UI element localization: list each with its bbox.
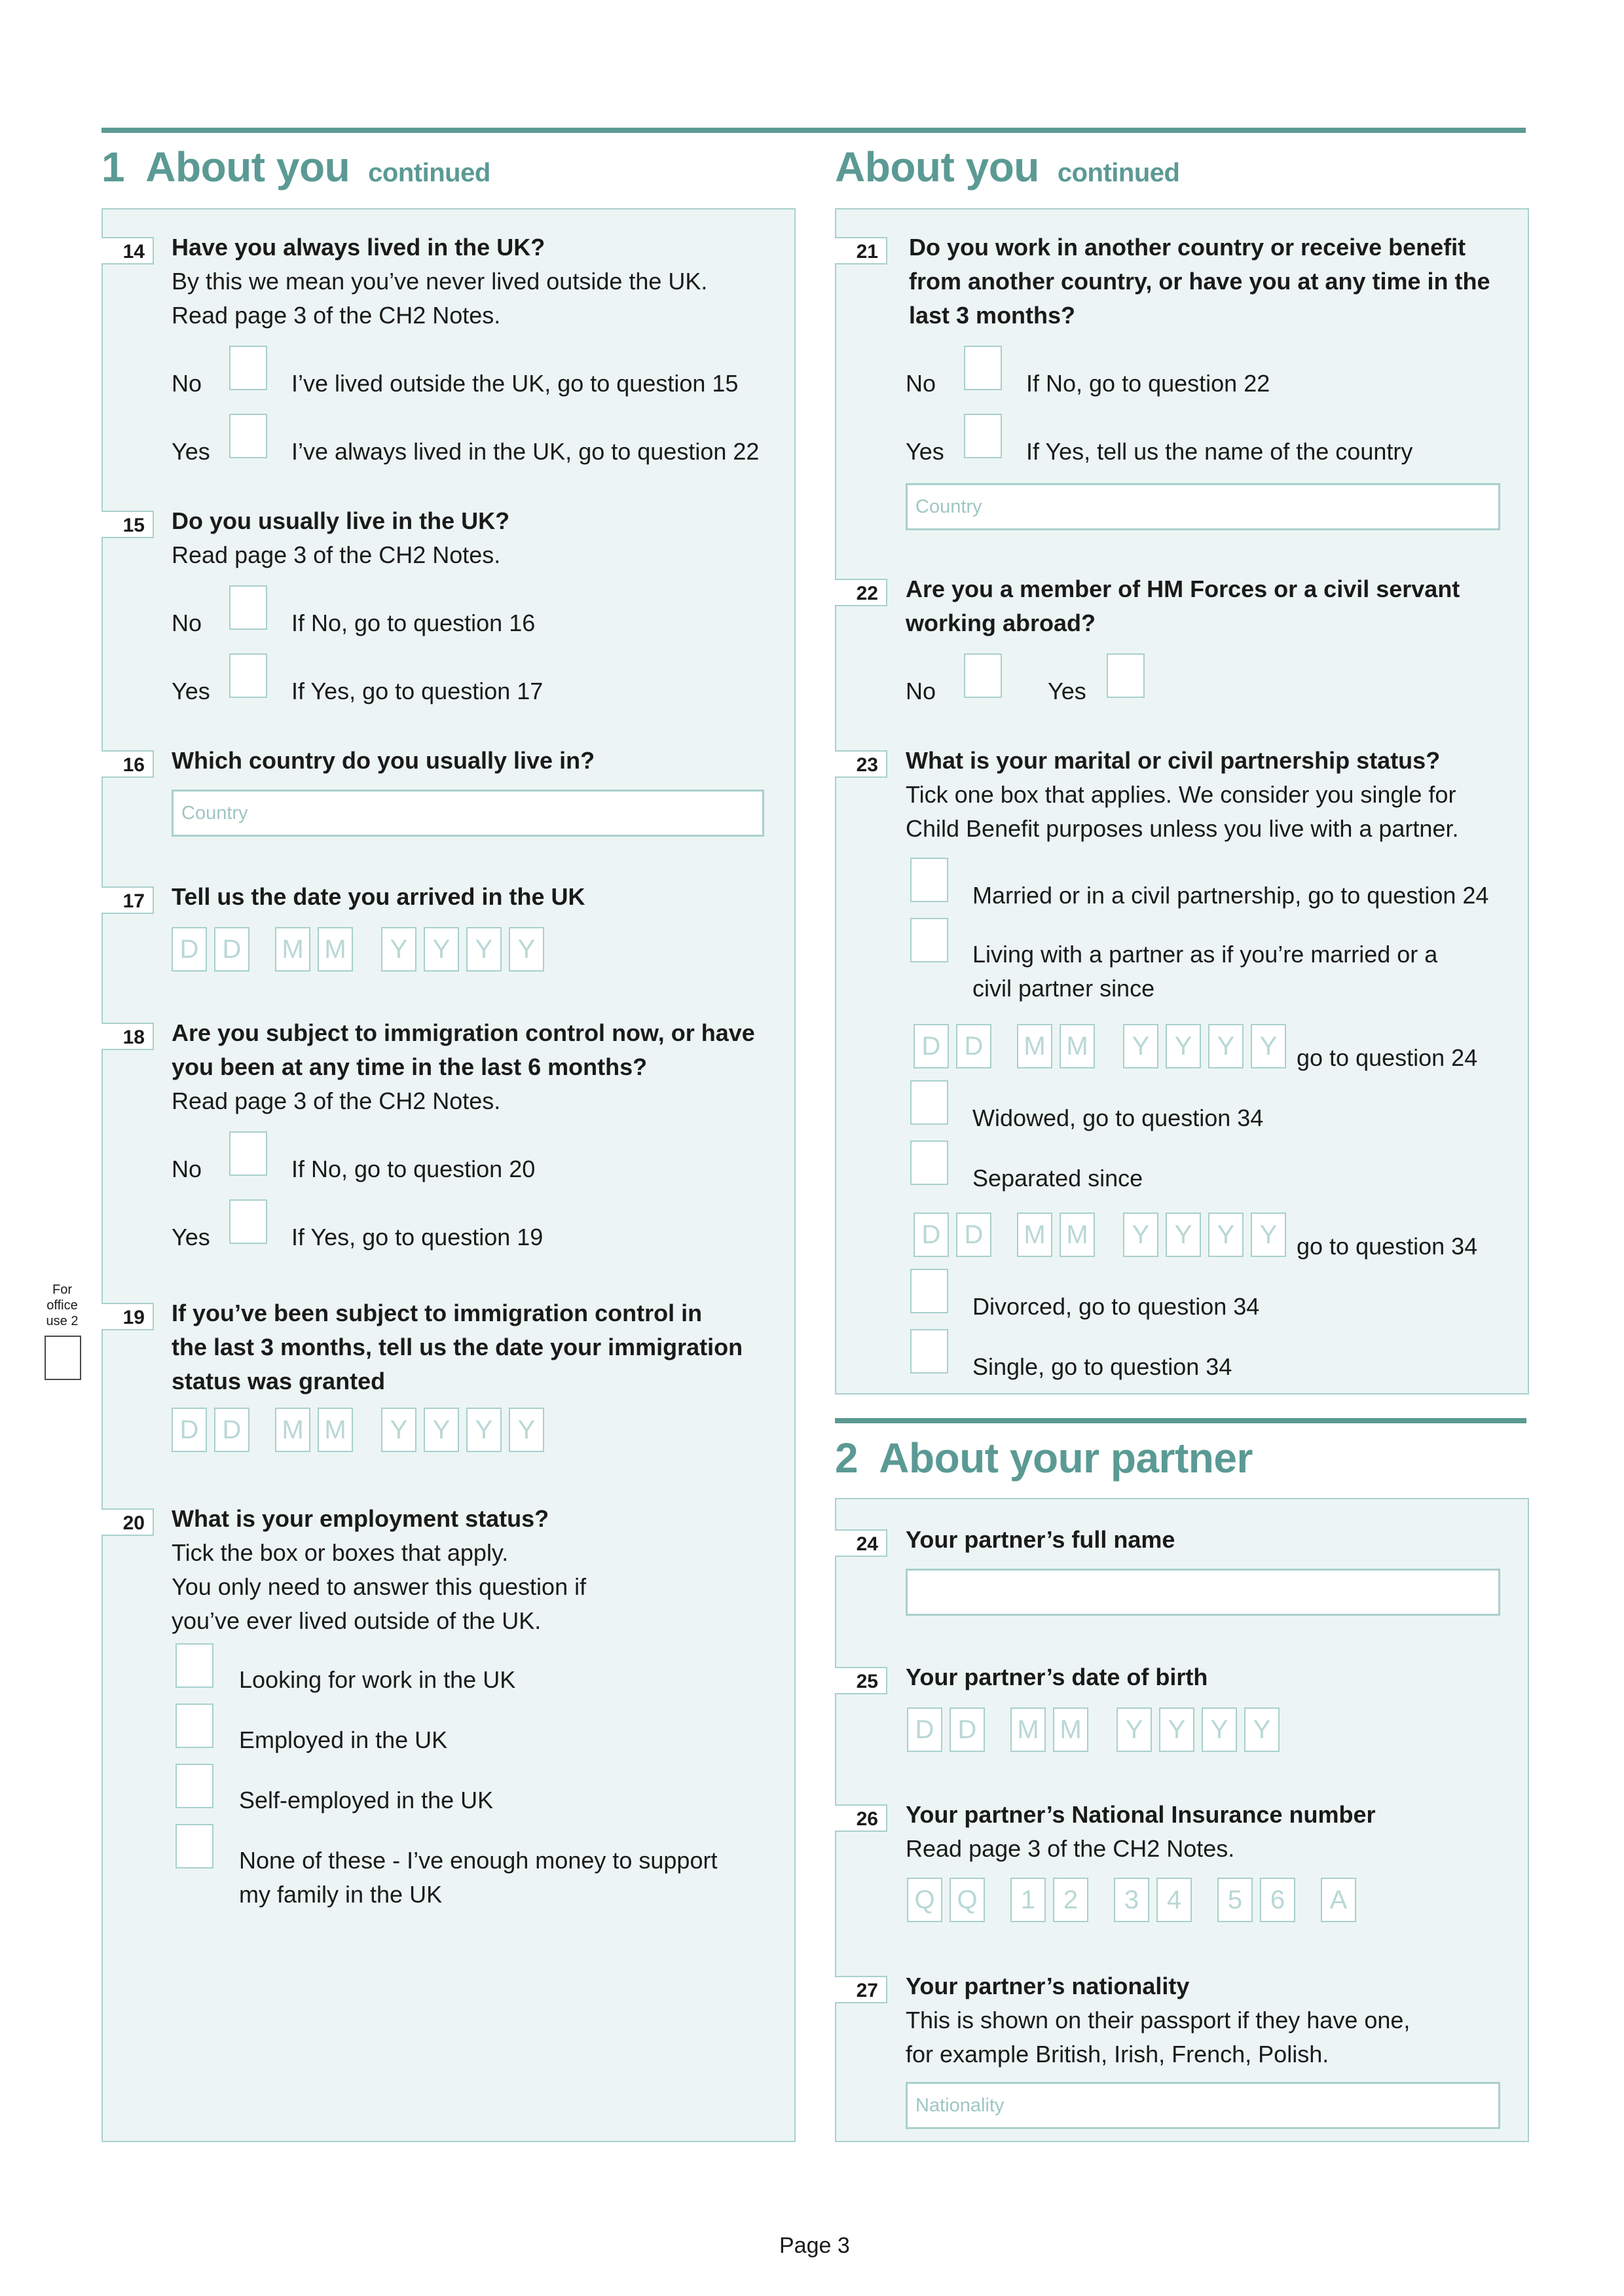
date-digit-box[interactable]: Y: [1123, 1024, 1158, 1068]
q27-title: Your partner’s nationality: [906, 1973, 1190, 1999]
q23-divorced-checkbox[interactable]: [910, 1269, 948, 1313]
ni-char-box[interactable]: 4: [1156, 1878, 1192, 1922]
date-digit-box[interactable]: Y: [381, 1408, 416, 1452]
q15-no-checkbox[interactable]: [229, 585, 267, 630]
q19-title2: the last 3 months, tell us the date your immigration: [172, 1334, 743, 1360]
office-use-box[interactable]: [45, 1336, 81, 1380]
q20-option-checkbox[interactable]: [175, 1824, 213, 1868]
date-digit-box[interactable]: D: [913, 1212, 949, 1257]
date-digit-box[interactable]: M: [1017, 1212, 1052, 1257]
q15-text: [172, 504, 509, 572]
q23-text: [906, 744, 1458, 846]
question-number: 21: [835, 237, 887, 264]
q15-no-text: If No, go to question 16: [291, 610, 536, 636]
q22-no-label: No: [906, 678, 936, 704]
date-digit-box[interactable]: Y: [466, 1408, 502, 1452]
q23-widowed-label: Widowed, go to question 34: [972, 1104, 1264, 1131]
date-digit-box[interactable]: D: [172, 1408, 207, 1452]
question-number: 14: [101, 237, 154, 264]
partner-section-title: [835, 1434, 1253, 1482]
date-digit-box[interactable]: Y: [1159, 1707, 1194, 1752]
date-digit-box[interactable]: Y: [1116, 1707, 1152, 1752]
date-digit-box[interactable]: Y: [1208, 1024, 1244, 1068]
ni-char-box[interactable]: 1: [1010, 1878, 1046, 1922]
date-digit-box[interactable]: D: [214, 927, 249, 972]
date-digit-box[interactable]: D: [214, 1408, 249, 1452]
date-digit-box[interactable]: Y: [509, 927, 544, 972]
q17-title: Tell us the date you arrived in the UK: [172, 883, 585, 910]
q21-title3: last 3 months?: [909, 302, 1076, 329]
ni-char-box[interactable]: 3: [1114, 1878, 1149, 1922]
question-number: 27: [835, 1976, 887, 2003]
q15-no-label: No: [172, 610, 202, 636]
q26-text: [906, 1798, 1376, 1866]
q26-line1: Read page 3 of the CH2 Notes.: [906, 1835, 1235, 1862]
q20-option-checkbox[interactable]: [175, 1764, 213, 1808]
q23-living-label-line2: civil partner since: [972, 975, 1155, 1002]
q20-option-checkbox[interactable]: [175, 1643, 213, 1688]
office-use-label: [39, 1282, 85, 1329]
q26-title: Your partner’s National Insurance number: [906, 1801, 1376, 1828]
q25-title: Your partner’s date of birth: [906, 1664, 1208, 1690]
left-header-rule: [101, 128, 1526, 133]
q19-title3: status was granted: [172, 1368, 386, 1394]
q23-married-checkbox[interactable]: [910, 858, 948, 902]
q18-title2: you been at any time in the last 6 months?: [172, 1053, 648, 1080]
q18-title1: Are you subject to immigration control now, or have: [172, 1019, 755, 1046]
q22-no-checkbox[interactable]: [964, 653, 1002, 698]
question-number: 25: [835, 1667, 887, 1694]
ni-char-box[interactable]: Q: [950, 1878, 985, 1922]
continued-label: continued: [1057, 158, 1180, 187]
date-digit-box[interactable]: Y: [1244, 1707, 1280, 1752]
q18-yes-text: If Yes, go to question 19: [291, 1224, 544, 1250]
date-digit-box[interactable]: Y: [424, 1408, 459, 1452]
q23-married-label: Married or in a civil partnership, go to question 24: [972, 882, 1489, 909]
q20-option-label: Looking for work in the UK: [239, 1666, 516, 1693]
q27-text: [906, 1969, 1410, 2071]
q20-option-label-line2: my family in the UK: [239, 1881, 443, 1908]
continued-label: continued: [368, 158, 490, 187]
q14-yes-checkbox[interactable]: [229, 414, 267, 458]
q23-separated-label: Separated since: [972, 1165, 1143, 1192]
q14-yes-text: I’ve always lived in the UK, go to question 22: [291, 438, 760, 465]
date-digit-box[interactable]: M: [318, 927, 353, 972]
q15-title: Do you usually live in the UK?: [172, 507, 510, 534]
q14-text: [172, 230, 707, 333]
question-number: 20: [101, 1508, 154, 1536]
date-digit-box[interactable]: M: [1017, 1024, 1052, 1068]
date-digit-box[interactable]: Y: [1166, 1024, 1201, 1068]
q21-text: [909, 230, 1490, 333]
office-line2: office: [46, 1298, 78, 1313]
ni-char-box[interactable]: 5: [1217, 1878, 1253, 1922]
q15-yes-label: Yes: [172, 678, 210, 704]
partner-header-rule: [835, 1418, 1526, 1423]
question-number: 19: [101, 1303, 154, 1330]
date-digit-box[interactable]: D: [913, 1024, 949, 1068]
q22-yes-checkbox[interactable]: [1107, 653, 1145, 698]
q20-line3: you’ve ever lived outside of the UK.: [172, 1607, 542, 1634]
q23-line2: Child Benefit purposes unless you live with a partner.: [906, 815, 1459, 842]
date-digit-box[interactable]: M: [275, 927, 310, 972]
q23-goto34: go to question 34: [1297, 1233, 1478, 1260]
q27-line2: for example British, Irish, French, Polish.: [906, 2041, 1329, 2068]
q15-yes-checkbox[interactable]: [229, 653, 267, 698]
q22-title1: Are you a member of HM Forces or a civil servant: [906, 575, 1460, 602]
question-number: 22: [835, 579, 887, 606]
q23-living-checkbox[interactable]: [910, 918, 948, 962]
q23-living-label: Living with a partner as if you’re married or a: [972, 941, 1438, 968]
question-number: 23: [835, 750, 887, 778]
q22-title2: working abroad?: [906, 610, 1096, 636]
q23-widowed-checkbox[interactable]: [910, 1080, 948, 1125]
date-digit-box[interactable]: Y: [1166, 1212, 1201, 1257]
section-number: 2: [835, 1434, 858, 1482]
date-digit-box[interactable]: Y: [1202, 1707, 1237, 1752]
date-digit-box[interactable]: M: [1060, 1024, 1095, 1068]
q23-title: What is your marital or civil partnership status?: [906, 747, 1441, 774]
q18-yes-checkbox[interactable]: [229, 1199, 267, 1244]
date-digit-box[interactable]: M: [1060, 1212, 1095, 1257]
q14-no-checkbox[interactable]: [229, 346, 267, 390]
q14-yes-label: Yes: [172, 438, 210, 465]
q20-title: What is your employment status?: [172, 1505, 549, 1532]
section-number: 1: [101, 143, 125, 191]
q23-single-label: Single, go to question 34: [972, 1353, 1232, 1380]
q27-nationality-input[interactable]: Nationality: [906, 2082, 1500, 2129]
date-digit-box[interactable]: Y: [424, 927, 459, 972]
q14-no-label: No: [172, 370, 202, 397]
section-heading: About you: [835, 143, 1039, 191]
q18-text: [172, 1016, 755, 1118]
question-number: 15: [101, 511, 154, 538]
q18-no-text: If No, go to question 20: [291, 1156, 536, 1182]
q23-separated-checkbox[interactable]: [910, 1140, 948, 1185]
q24-title: Your partner’s full name: [906, 1526, 1175, 1553]
date-digit-box[interactable]: D: [956, 1212, 991, 1257]
q20-option-label: Self-employed in the UK: [239, 1787, 494, 1813]
q20-line1: Tick the box or boxes that apply.: [172, 1539, 509, 1566]
date-digit-box[interactable]: D: [907, 1707, 942, 1752]
ni-char-box[interactable]: 6: [1260, 1878, 1295, 1922]
q16-title: Which country do you usually live in?: [172, 747, 595, 774]
q20-option-checkbox[interactable]: [175, 1704, 213, 1748]
q21-title2: from another country, or have you at any time in the: [909, 268, 1490, 295]
section-heading: About your partner: [879, 1434, 1253, 1482]
office-line3: use 2: [46, 1314, 79, 1328]
q20-option-label: Employed in the UK: [239, 1726, 448, 1753]
date-digit-box[interactable]: D: [172, 927, 207, 972]
date-digit-box[interactable]: Y: [381, 927, 416, 972]
q22-text: [906, 572, 1460, 640]
q22-yes-label: Yes: [1048, 678, 1086, 704]
q16-country-input[interactable]: Country: [172, 790, 764, 837]
section-heading: About you: [145, 143, 350, 191]
date-digit-box[interactable]: Y: [466, 927, 502, 972]
q14-line1: By this we mean you’ve never lived outside the UK.: [172, 268, 708, 295]
ni-char-box[interactable]: A: [1321, 1878, 1356, 1922]
date-digit-box[interactable]: M: [1010, 1707, 1046, 1752]
q23-single-checkbox[interactable]: [910, 1329, 948, 1374]
date-digit-box[interactable]: D: [950, 1707, 985, 1752]
q20-option-label: None of these - I’ve enough money to support: [239, 1847, 718, 1874]
q18-yes-label: Yes: [172, 1224, 210, 1250]
date-digit-box[interactable]: Y: [1251, 1024, 1286, 1068]
q20-line2: You only need to answer this question if: [172, 1573, 587, 1600]
question-number: 18: [101, 1023, 154, 1050]
office-line1: For: [52, 1283, 72, 1297]
date-digit-box[interactable]: Y: [509, 1408, 544, 1452]
question-number: 17: [101, 886, 154, 914]
q21-no-checkbox[interactable]: [964, 346, 1002, 390]
date-digit-box[interactable]: M: [1053, 1707, 1088, 1752]
q21-yes-checkbox[interactable]: [964, 414, 1002, 458]
q21-title1: Do you work in another country or receive benefit: [909, 234, 1466, 261]
q14-no-text: I’ve lived outside the UK, go to question 15: [291, 370, 739, 397]
question-number: 16: [101, 750, 154, 778]
date-digit-box[interactable]: M: [275, 1408, 310, 1452]
q19-title1: If you’ve been subject to immigration control in: [172, 1300, 703, 1326]
date-digit-box[interactable]: M: [318, 1408, 353, 1452]
q21-yes-label: Yes: [906, 438, 944, 465]
q23-divorced-label: Divorced, go to question 34: [972, 1293, 1260, 1320]
left-section-title: [101, 143, 490, 191]
q21-no-label: No: [906, 370, 936, 397]
question-number: 26: [835, 1804, 887, 1832]
q21-yes-text: If Yes, tell us the name of the country: [1026, 438, 1413, 465]
q14-title: Have you always lived in the UK?: [172, 234, 545, 261]
q19-text: [172, 1296, 743, 1398]
ni-char-box[interactable]: 2: [1053, 1878, 1088, 1922]
q24-fullname-input[interactable]: [906, 1569, 1500, 1616]
ni-char-box[interactable]: Q: [907, 1878, 942, 1922]
q14-line2: Read page 3 of the CH2 Notes.: [172, 302, 501, 329]
q21-country-input[interactable]: Country: [906, 483, 1500, 530]
q15-yes-text: If Yes, go to question 17: [291, 678, 544, 704]
q23-line1: Tick one box that applies. We consider you single for: [906, 781, 1456, 808]
q18-no-label: No: [172, 1156, 202, 1182]
right-section-title: [835, 143, 1179, 191]
date-digit-box[interactable]: Y: [1251, 1212, 1286, 1257]
q18-no-checkbox[interactable]: [229, 1131, 267, 1176]
q18-line1: Read page 3 of the CH2 Notes.: [172, 1087, 501, 1114]
date-digit-box[interactable]: D: [956, 1024, 991, 1068]
q21-no-text: If No, go to question 22: [1026, 370, 1270, 397]
date-digit-box[interactable]: Y: [1208, 1212, 1244, 1257]
q23-goto24: go to question 24: [1297, 1044, 1478, 1071]
q27-line1: This is shown on their passport if they have one,: [906, 2007, 1411, 2033]
question-number: 24: [835, 1529, 887, 1557]
page-number: Page 3: [779, 2233, 850, 2258]
q20-text: [172, 1502, 586, 1638]
q15-line1: Read page 3 of the CH2 Notes.: [172, 541, 501, 568]
date-digit-box[interactable]: Y: [1123, 1212, 1158, 1257]
